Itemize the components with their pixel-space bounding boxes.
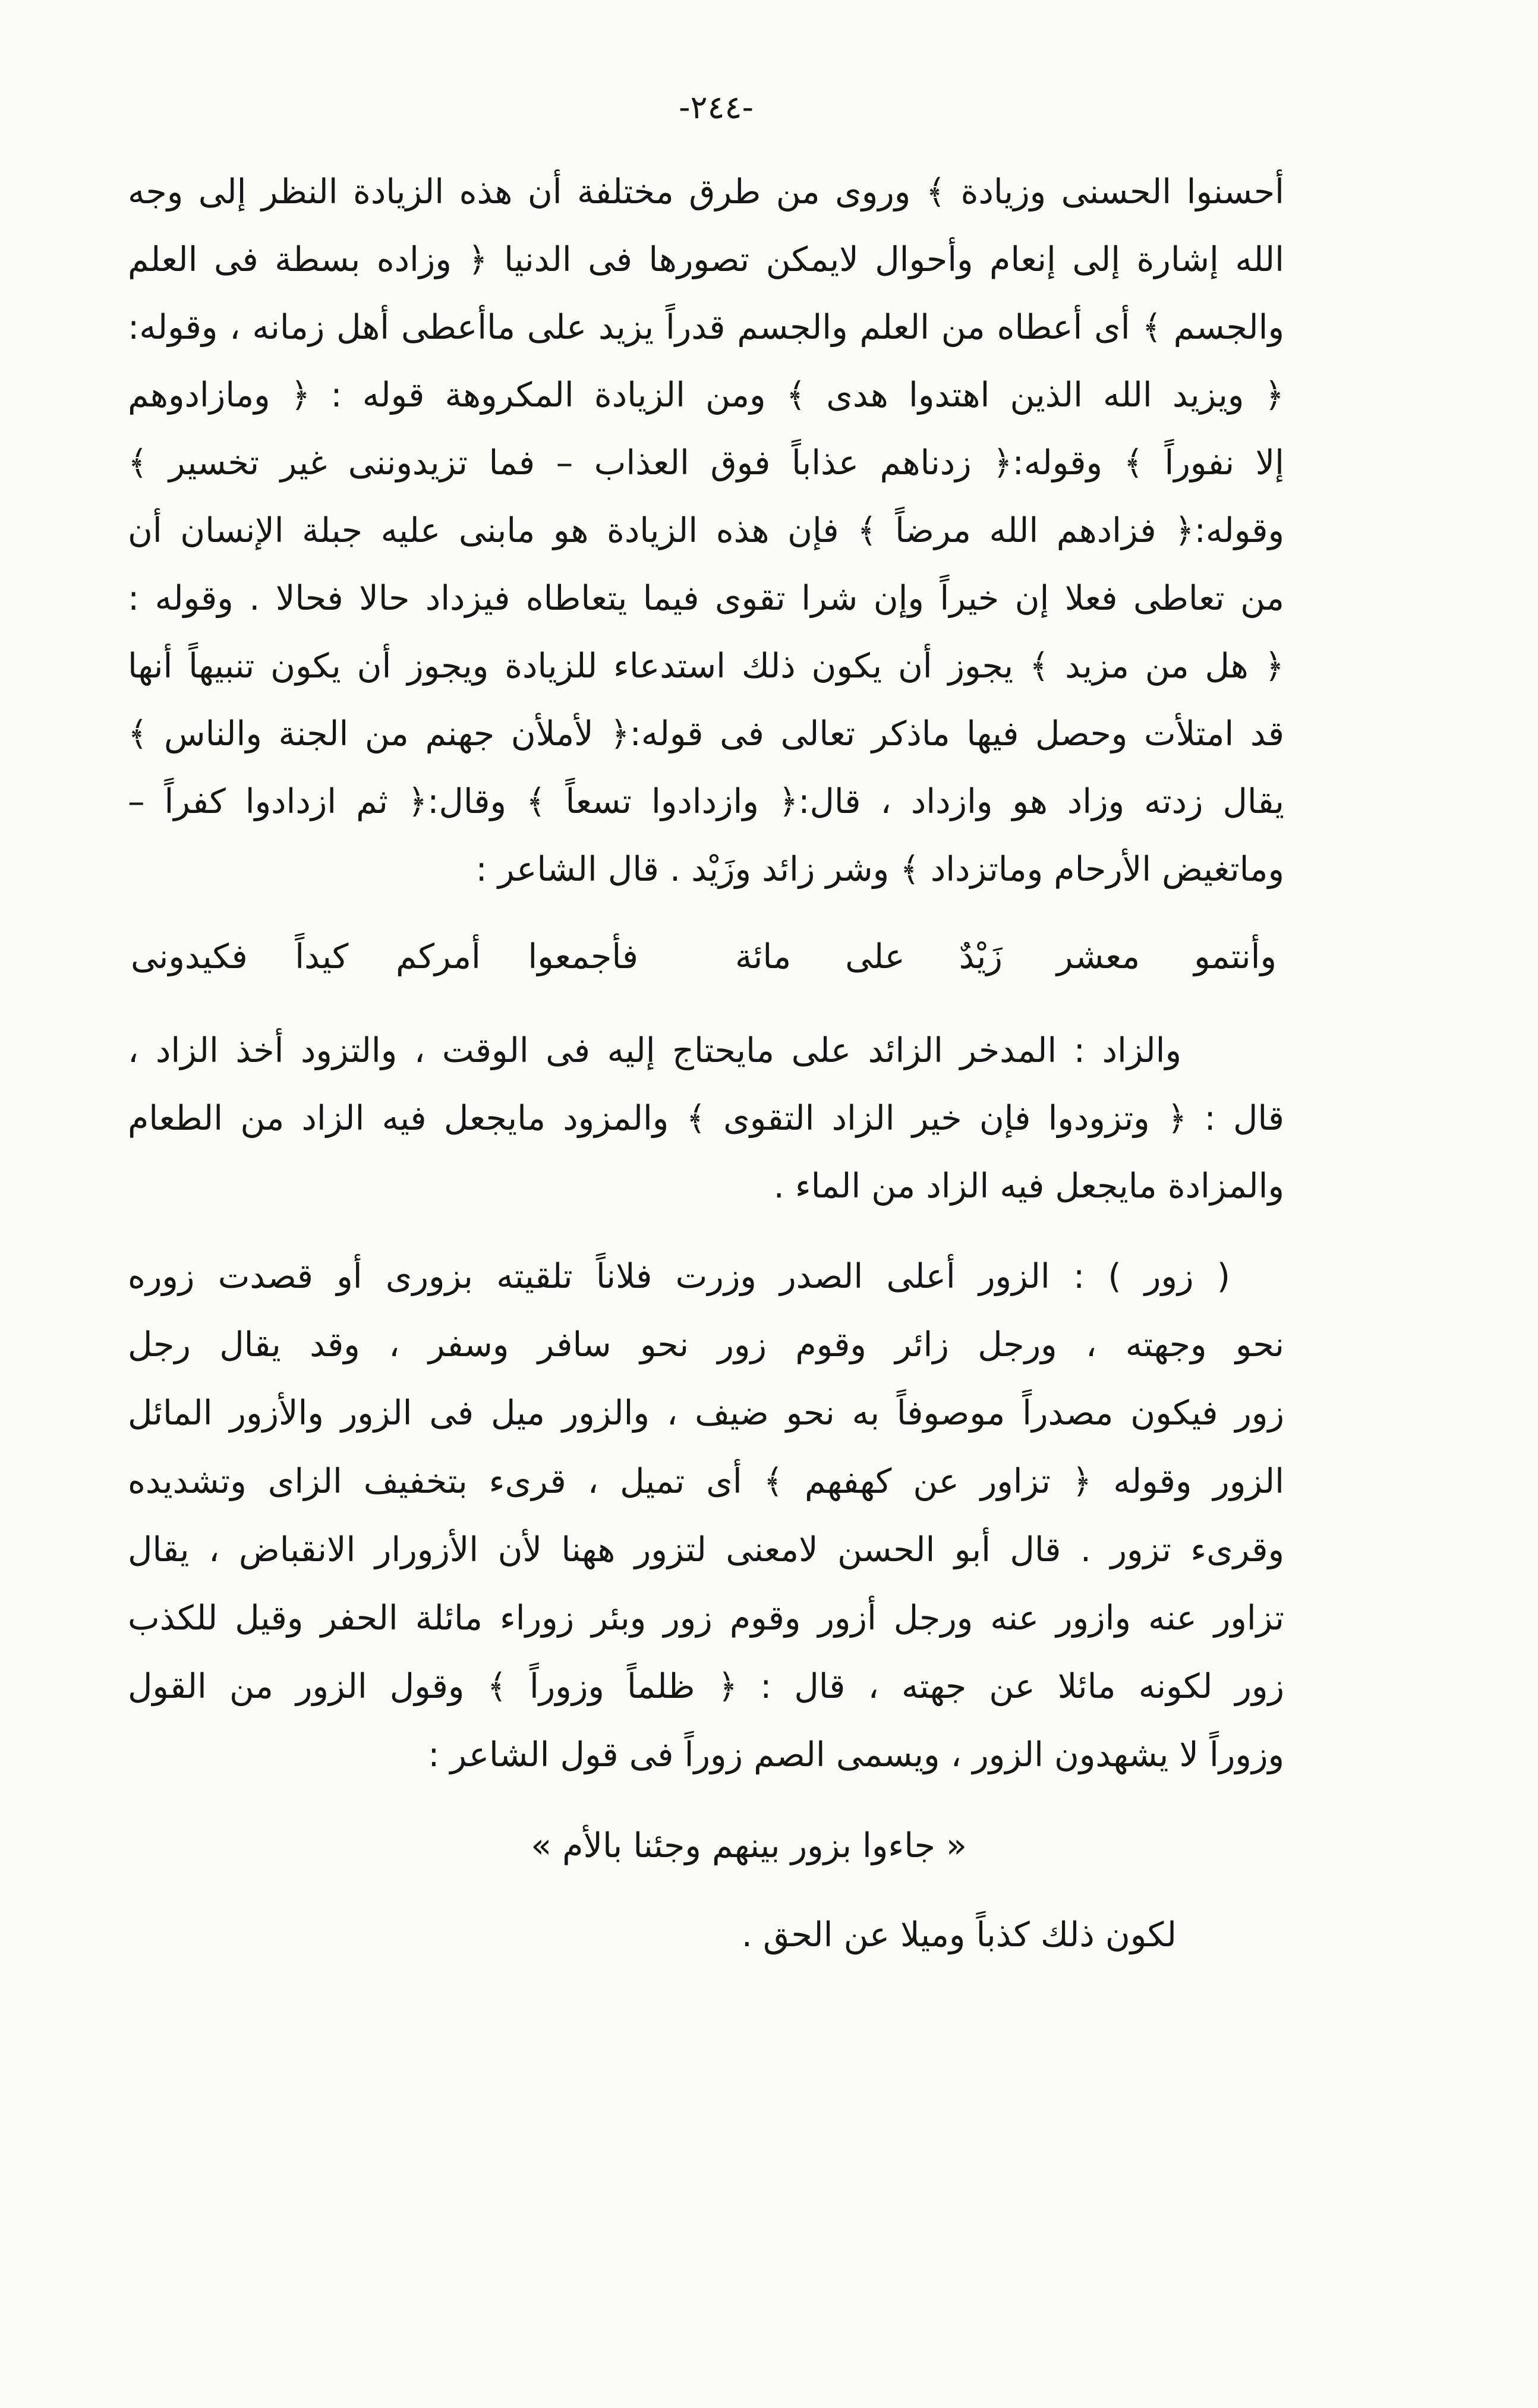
text-line: قد امتلأت وحصل فيها ماذكر تعالى فى قوله:﴿ لأملأن جهنم من الجنة والناس ﴾ [128,714,1284,754]
text-line: زور لكونه مائلا عن جهته ، قال : ﴿ ظلماً وزوراً ﴾ وقول الزور من القول [128,1667,1284,1706]
text-line: زور فيكون مصدراً موصوفاً به نحو ضيف ، والزور ميل فى الزور والأزور المائل [128,1394,1284,1433]
text-line: أحسنوا الحسنى وزيادة ﴾ وروى من طرق مختلفة أن هذه الزيادة النظر إلى وجه [128,172,1284,212]
paragraph-ziyada [128,158,1284,903]
verse-text: وأنتمو معشر زَيْدٌ على مائة [735,937,1277,976]
text-line: وماتغيض الأرحام وماتزداد ﴾ وشر زائد وزَيْد . قال الشاعر : [475,850,1284,889]
verse-text: فأجمعوا أمركم كيداً فكيدونى [131,937,638,976]
text-line: ﴿ هل من مزيد ﴾ يجوز أن يكون ذلك استدعاء للزيادة ويجوز أن يكون تنبيهاً أنها [128,647,1284,686]
text-line: الزور وقوله ﴿ تزاور عن كهفهم ﴾ أى تميل ، قرىء بتخفيف الزاى وتشديده [128,1462,1284,1501]
text-line: تزاور عنه وازور عنه ورجل أزور وقوم زور وبئر زوراء مائلة الحفر وقيل للكذب [128,1599,1284,1638]
text-line: نحو وجهته ، ورجل زائر وقوم زور نحو سافر وسفر ، وقد يقال رجل [128,1325,1284,1364]
text-line: والجسم ﴾ أى أعطاه من العلم والجسم قدراً يزيد على ماأعطى أهل زمانه ، وقوله: [128,308,1284,347]
text-line: يقال زدته وزاد هو وازداد ، قال:﴿ وازدادوا تسعاً ﴾ وقال:﴿ ثم ازدادوا كفراً – [128,782,1284,821]
text-line: والمزادة مايجعل فيه الزاد من الماء . [773,1167,1284,1206]
verse-quote [523,1812,975,1880]
closing-line [128,1901,1177,1969]
page-number: -٢٤٤- [678,89,754,126]
text-line: الله إشارة إلى إنعام وأحوال لايمكن تصورها فى الدنيا ﴿ وزاده بسطة فى العلم [128,240,1284,279]
text-line: وقرىء تزور . قال أبو الحسن لامعنى لتزور ههنا لأن الأزورار الانقباض ، يقال [128,1530,1284,1569]
text-line: ﴿ ويزيد الله الذين اهتدوا هدى ﴾ ومن الزيادة المكروهة قوله : ﴿ ومازادوهم [128,376,1284,415]
text-line: لكون ذلك كذباً وميلا عن الحق . [741,1915,1177,1955]
verse-text: « جاءوا بزور بينهم وجئنا بالأم » [531,1826,967,1865]
text-line: وقوله:﴿ فزادهم الله مرضاً ﴾ فإن هذه الزيادة هو مابنى عليه جبلة الإنسان أن [128,511,1284,550]
paragraph-zur [128,1243,1284,1789]
verse-first-hemistich [735,923,1277,991]
text-line: قال : ﴿ وتزودوا فإن خير الزاد التقوى ﴾ والمزود مايجعل فيه الزاد من الطعام [128,1099,1284,1138]
paragraph-zad [128,1017,1284,1220]
verse-second-hemistich [131,923,638,991]
text-line: وزوراً لا يشهدون الزور ، ويسمى الصم زوراً فى قول الشاعر : [428,1735,1284,1775]
text-line: والزاد : المدخر الزائد على مايحتاج إليه فى الوقت ، والتزود أخذ الزاد ، [128,1031,1181,1070]
text-line: إلا نفوراً ﴾ وقوله:﴿ زدناهم عذاباً فوق العذاب – فما تزيدوننى غير تخسير ﴾ [128,443,1284,483]
entry-heading-line: ( زور ) : الزور أعلى الصدر وزرت فلاناً تلقيته بزورى أو قصدت زوره [128,1257,1230,1296]
text-line: من تعاطى فعلا إن خيراً وإن شرا تقوى فيما يتعاطاه فيزداد حالا فحالا . وقوله : [128,579,1284,618]
